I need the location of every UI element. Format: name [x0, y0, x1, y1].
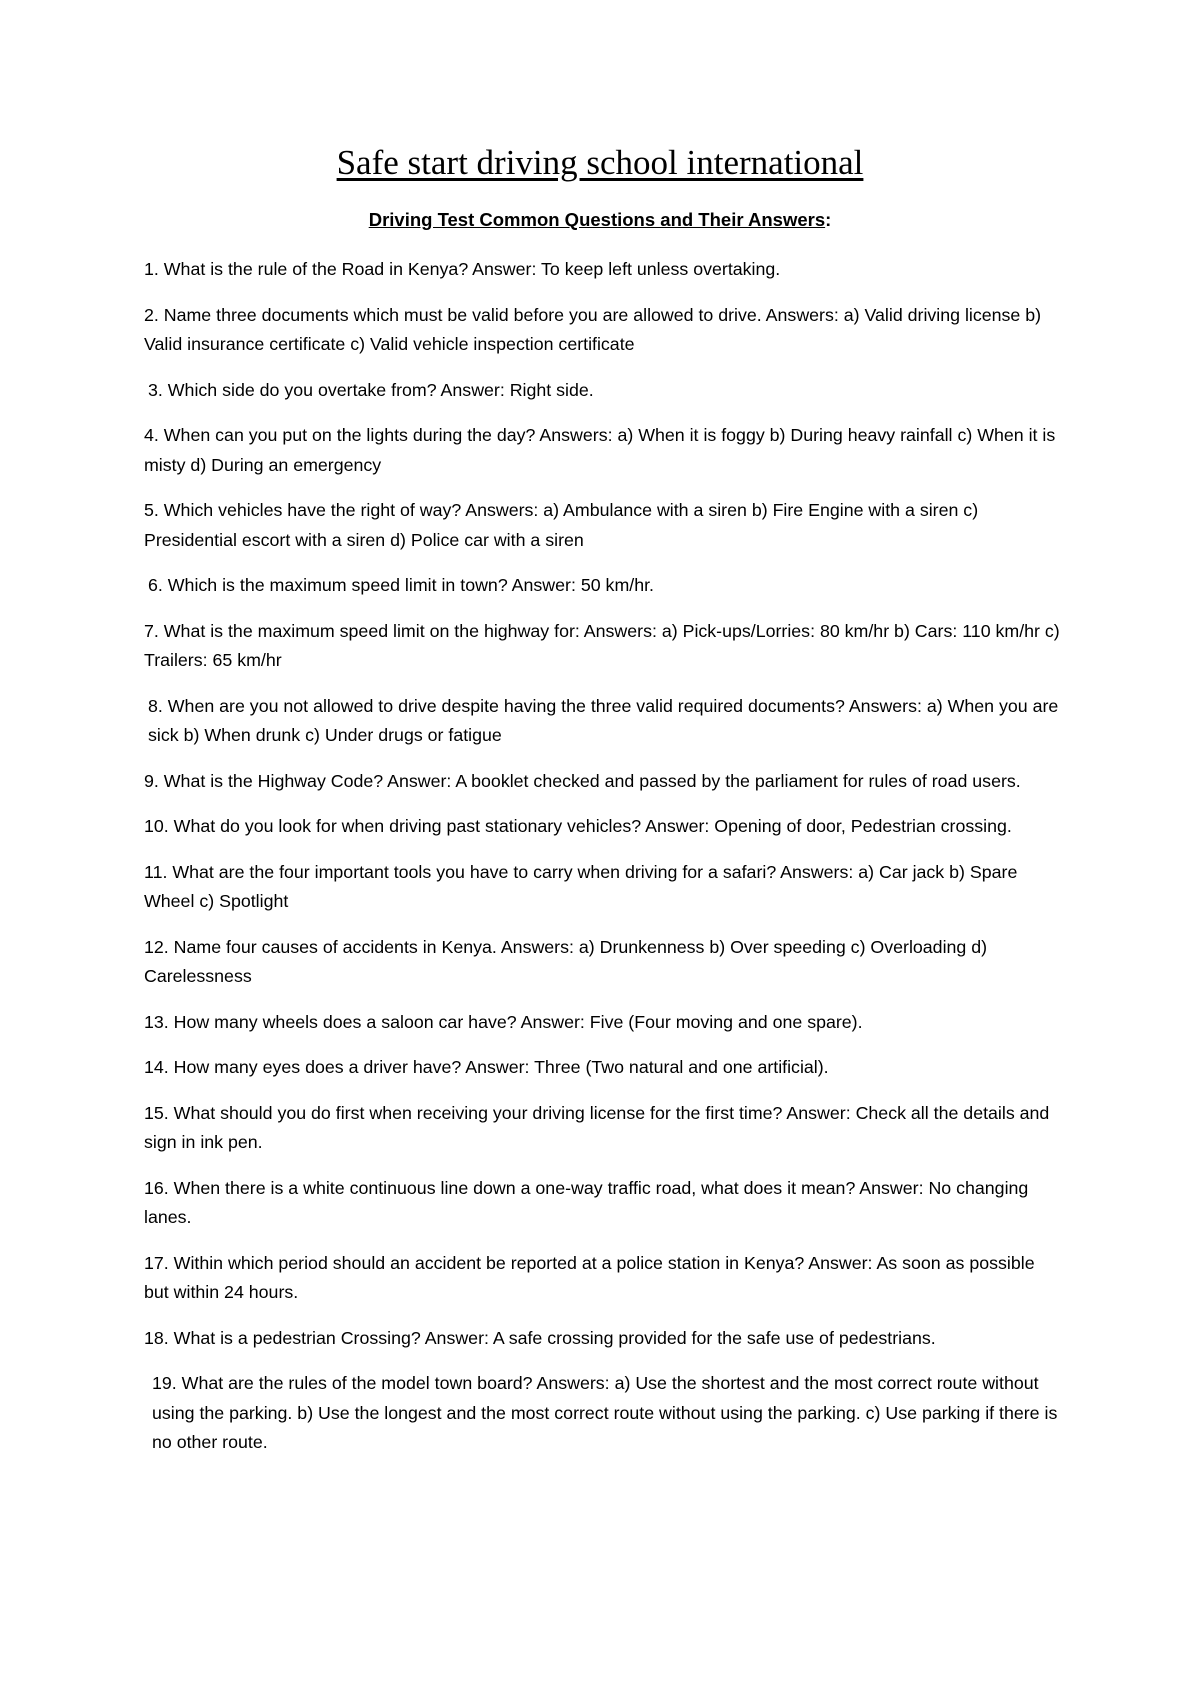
question-item: 15. What should you do first when receiving your driving license for the first time? Answer: Check all the details and sign in ink pen.	[144, 1102, 1050, 1152]
question-item: 8. When are you not allowed to drive despite having the three valid required documents? Answers: a) When you are sick b) When drunk c) Under drugs or fatigue	[148, 695, 1059, 745]
question-item: 11. What are the four important tools you have to carry when driving for a safari? Answers: a) Car jack b) Spare Wheel c) Spotlight	[144, 861, 1018, 911]
subtitle-colon: :	[825, 209, 832, 230]
question-item: 18. What is a pedestrian Crossing? Answer: A safe crossing provided for the safe use of pedestrians.	[144, 1327, 936, 1348]
question-item: 10. What do you look for when driving past stationary vehicles? Answer: Opening of door, Pedestrian crossing.	[144, 816, 1012, 836]
question-item: 5. Which vehicles have the right of way? Answers: a) Ambulance with a siren b) Fire Engine with a siren c) Presidential escort with a siren d) Police car with a siren	[144, 500, 979, 550]
question-list	[144, 255, 1064, 1474]
question-item: 16. When there is a white continuous line down a one-way traffic road, what does it mean? Answer: No changing lanes.	[144, 1177, 1029, 1227]
subtitle-text: Driving Test Common Questions and Their Answers	[368, 209, 826, 230]
question-item: 3. Which side do you overtake from? Answer: Right side.	[148, 379, 594, 400]
document-subtitle	[0, 209, 1200, 231]
question-item: 6. Which is the maximum speed limit in town? Answer: 50 km/hr.	[148, 575, 654, 595]
question-item: 9. What is the Highway Code? Answer: A booklet checked and passed by the parliament for rules of road users.	[144, 770, 1021, 791]
question-item: 14. How many eyes does a driver have? Answer: Three (Two natural and one artificial).	[144, 1057, 829, 1077]
question-item: 1. What is the rule of the Road in Kenya? Answer: To keep left unless overtaking.	[144, 259, 781, 279]
question-item: 19. What are the rules of the model town board? Answers: a) Use the shortest and the most correct route without using the parking. b) Use the longest and the most correct route without using the parking. c) Use parking if there is no other route.	[152, 1373, 1058, 1452]
question-item: 17. Within which period should an accident be reported at a police station in Kenya? Answer: As soon as possible but within 24 hours.	[144, 1252, 1035, 1302]
question-item: 13. How many wheels does a saloon car have? Answer: Five (Four moving and one spare).	[144, 1011, 863, 1032]
question-item: 12. Name four causes of accidents in Kenya. Answers: a) Drunkenness b) Over speeding c) Overloading d) Carelessness	[144, 936, 988, 986]
question-item: 4. When can you put on the lights during the day? Answers: a) When it is foggy b) During heavy rainfall c) When it is misty d) During an emergency	[144, 425, 1056, 475]
question-item: 2. Name three documents which must be valid before you are allowed to drive. Answers: a) Valid driving license b) Valid insurance certificate c) Valid vehicle inspection certificate	[144, 304, 1042, 354]
document-title: Safe start driving school international	[336, 143, 864, 182]
question-item: 7. What is the maximum speed limit on the highway for: Answers: a) Pick-ups/Lorries: 80 km/hr b) Cars: 110 km/hr c) Trailers: 65 km/hr	[144, 620, 1060, 670]
